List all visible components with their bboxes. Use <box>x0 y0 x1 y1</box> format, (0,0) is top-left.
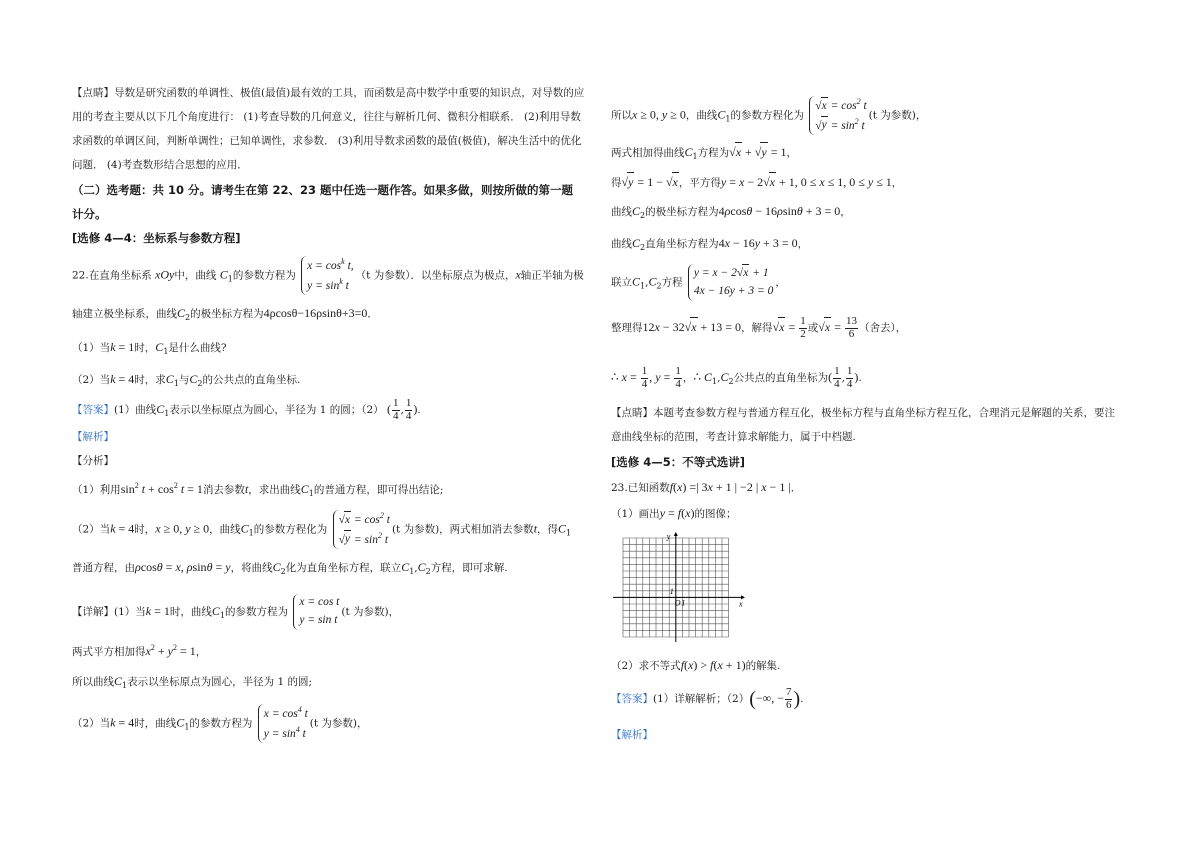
r-sqrt-system: $√x = \cos^2 t$ $√y = \sin^2 t$ <box>809 96 866 135</box>
axis-y-label: y <box>666 532 671 541</box>
xj-param-system-1: x = cos t y = sin t <box>293 594 339 630</box>
xiangjie-line-1: 【详解】(1）当k = 1时，曲线$C_1$的参数方程为 x = cos t y = sin t (t 为参数)， <box>72 594 399 630</box>
r-line-8: ∴ x = $\frac{1}{4}$ , y = $\frac{1}{4}$ ，∴ $C_1,C_2$公共点的直角坐标为( $\frac{1}{4}$ , $\frac{1}{4}$ ). <box>611 365 862 390</box>
q23-line: 23.已知函数f(x) =| 3x + 1 | −2 | x − 1 |． <box>611 480 802 494</box>
y-unit-label: 1 <box>669 586 674 596</box>
elective-44-heading: [选修 4—4：坐标系与参数方程] <box>72 231 241 245</box>
r-line-5: 曲线$C_2$直角坐标方程为4x − 16y + 3 = 0， <box>611 236 809 253</box>
dianjing-line-2: 用的考查主要从以下几个角度进行： (1)考查导数的几何意义，往往与解析几何、微积分相联系． (2)利用导数 <box>72 111 581 123</box>
origin-label: O <box>674 598 681 608</box>
r-line-6: 联立$C_1,C_2$方程 y = x − 2√x + 1 4x − 16y + 3 = 0 ， <box>611 264 786 301</box>
xiangjie-tag: 【详解】 <box>72 605 114 618</box>
q22-answer: 【答案】(1）曲线$C_1$表示以坐标原点为圆心，半径为 1 的圆；（2） ( $\frac{1}{4}$ , $\frac{1}{4}$ ). <box>72 397 421 422</box>
section-title-line-2: 计分。 <box>72 207 107 221</box>
r-jiexi-tag: 【解析】 <box>611 729 653 741</box>
fenxi-sqrt-system: $√x = \cos^2 t$ $√y = \sin^2 t$ <box>333 510 390 549</box>
r-line-2: 两式相加得曲线$C_1$方程为√x + √y = 1， <box>611 142 797 163</box>
q23-part-2: （2）求不等式f(x) > f(x + 1)的解集. <box>611 658 781 672</box>
q22-param-system: $x = \cos^k t$, $y = \sin^k t$ <box>301 256 353 295</box>
r-dianjing-1: 【点睛】本题考查参数方程与普通方程互化，极坐标方程与直角坐标方程互化，合理消元是解题的关系，要注 <box>611 407 1115 419</box>
r-dianjing-2: 意曲线坐标的范围，考查计算求解能力，属于中档题. <box>611 431 856 443</box>
dianjing-tag: 【点睛】 <box>72 87 114 99</box>
jiexi-tag: 【解析】 <box>72 431 114 443</box>
answer-tag: 【答案】 <box>72 404 114 417</box>
xiangjie-line-3: 所以曲线$C_1$表示以坐标原点为圆心，半径为 1 的圆; <box>72 674 313 691</box>
fenxi-line-2: （2）当k = 4时，x ≥ 0, y ≥ 0，曲线$C_1$的参数方程化为 $√x = \cos^2 t$ $√y = \sin^2 t$ (t 为参数)，两式相加消去参数t，得$C_1$ <box>72 510 571 549</box>
xiangjie-line-4: （2）当k = 4时，曲线$C_1$的参数方程为 $x = \cos^4 t$ $y = \sin^4 t$ (t 为参数)， <box>72 704 368 743</box>
elective-45-heading: [选修 4—5：不等式选讲] <box>611 455 746 469</box>
r-line-3: 得√y = 1 − √x，平方得y = x − 2√x + 1, 0 ≤ x ≤ 1, 0 ≤ y ≤ 1， <box>611 172 902 192</box>
axis-x-label: x <box>739 599 743 609</box>
q22-part-1: （1）当k = 1时，$C_1$是什么曲线? <box>72 340 227 357</box>
r-line-1: 所以x ≥ 0, y ≥ 0，曲线$C_1$的参数方程化为 $√x = \cos^2 t$ $√y = \sin^2 t$ (t 为参数)， <box>611 96 926 135</box>
fenxi-line-3: 普通方程，由ρcosθ = x, ρsinθ = y，将曲线$C_2$化为直角坐标方程，联立$C_1,C_2$方程，即可求解. <box>72 560 508 577</box>
dianjing-line-4: 问题． (4)考查数形结合思想的应用． <box>72 159 248 171</box>
x-unit-label: 1 <box>681 598 686 608</box>
q22-line-2: 轴建立极坐标系，曲线$C_2$的极坐标方程为4ρcosθ−16ρsinθ+3=0． <box>72 306 378 323</box>
r-joint-system: y = x − 2√x + 1 4x − 16y + 3 = 0 <box>688 264 774 301</box>
r-line-7: 整理得12x − 32√x + 13 = 0，解得√x = $\frac{1}{2}$ 或√x = $\frac{13}{6}$ （舍去）， <box>611 315 907 340</box>
coordinate-grid <box>611 532 746 644</box>
xj-param-system-4: $x = \cos^4 t$ $y = \sin^4 t$ <box>258 704 308 743</box>
q22-line-1: 22.在直角坐标系 xOy中，曲线 $C_1$的参数方程为 $x = \cos^k t$, $y = \sin^k t$ （t 为参数）．以坐标原点为极点，x轴正半轴为极 <box>72 256 584 295</box>
fenxi-line-1: （1）利用$\sin^2 t + \cos^2 t = 1$消去参数t，求出曲线$C_1$的普通方程，即可得出结论; <box>72 481 444 499</box>
fenxi-tag: 【分析】 <box>72 455 114 467</box>
q23-answer: 【答案】(1）详解解析；（2）(−∞, − $\frac{7}{6}$ ). <box>611 685 804 711</box>
xiangjie-line-2: 两式平方相加得$x^2 + y^2 = 1$， <box>72 643 207 658</box>
section-title-line-1: （二）选考题：共 10 分。请考生在第 22、23 题中任选一题作答。如果多做，则按所做的第一题 <box>72 183 574 197</box>
r-line-4: 曲线$C_2$的极坐标方程为4ρcosθ − 16ρsinθ + 3 = 0， <box>611 204 851 221</box>
q22-polar-equation: 4ρcosθ−16ρsinθ+3=0 <box>263 306 368 320</box>
q23-part-1: （1）画出y = f(x)的图像； <box>611 506 737 520</box>
dianjing-line-3: 求函数的单调区间，判断单调性；已知单调性，求参数． (3)利用导数求函数的最值(极值)，解决生活中的优化 <box>72 135 582 147</box>
dianjing-line-1: 【点睛】导数是研究函数的单调性、极值(最值)最有效的工具，而函数是高中数学中重要的知识点，对导数的应 <box>72 87 585 99</box>
q23-grid-figure <box>611 532 746 650</box>
q22-part-2: （2）当k = 4时，求$C_1$与$C_2$的公共点的直角坐标. <box>72 372 301 389</box>
